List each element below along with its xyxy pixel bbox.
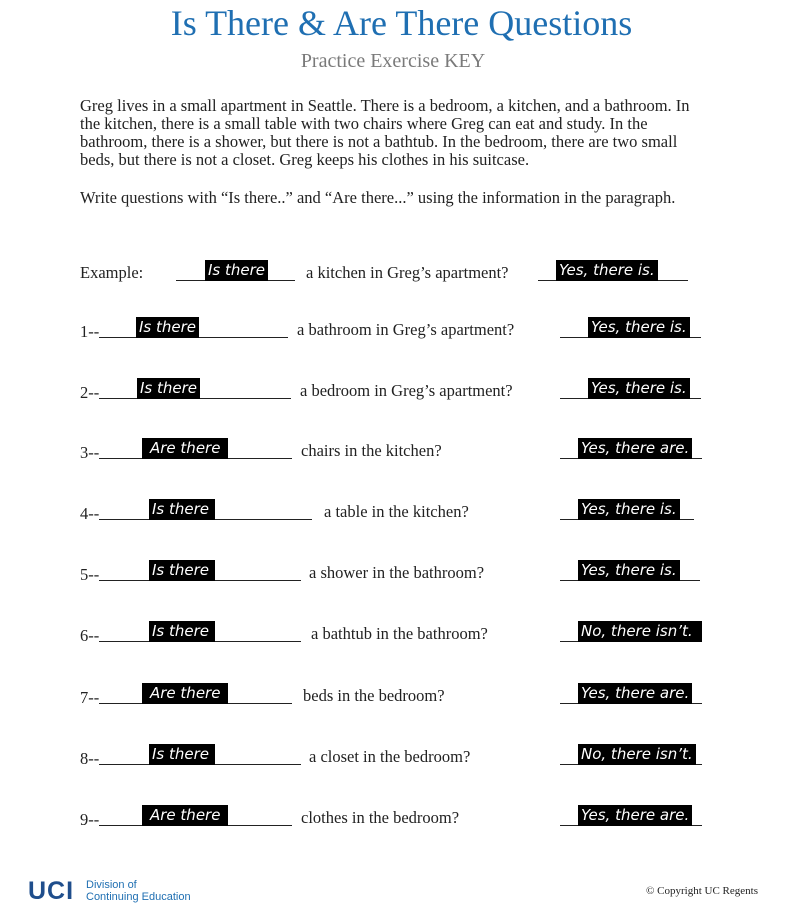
page-title: Is There & Are There Questions <box>170 3 633 43</box>
response-text: Yes, there is. <box>578 499 680 520</box>
exercise-row-9 <box>80 805 803 831</box>
response-text: Yes, there are. <box>578 683 692 704</box>
story-paragraph: Greg lives in a small apartment in Seattle. There is a bedroom, a kitchen, and a bathroom. In the kitchen, there is a small table with two chairs where Greg can eat and study. In the bathroom, there is a shower, but there is not a bathtub. In the bedroom, there are two small beds, but there is not a closet. Greg keeps his clothes in his suitcase. <box>80 96 690 169</box>
division-line-2: Continuing Education <box>86 891 191 903</box>
copyright-notice: © Copyright UC Regents <box>646 885 758 897</box>
question-text: a table in the kitchen? <box>324 502 469 521</box>
answer-text: Is there <box>137 378 200 399</box>
row-label: 7-- <box>80 688 100 707</box>
response-text: Yes, there is. <box>588 378 690 399</box>
answer-text: Is there <box>136 317 199 338</box>
question-text: clothes in the bedroom? <box>301 808 460 827</box>
exercise-row-4 <box>80 499 803 525</box>
exercise-row-8 <box>80 744 803 770</box>
response-text: Yes, there are. <box>578 805 692 826</box>
row-label: Example: <box>80 263 144 282</box>
question-text: a bedroom in Greg’s apartment? <box>300 381 513 400</box>
page-subtitle: Practice Exercise KEY <box>300 50 486 72</box>
exercise-row-7 <box>80 683 803 709</box>
question-text: a shower in the bathroom? <box>309 563 485 582</box>
instructions: Write questions with “Is there..” and “Are there...” using the information in the paragraph. <box>80 188 676 207</box>
exercise-row-6 <box>80 621 803 647</box>
answer-text: Are there <box>142 438 228 459</box>
question-text: a kitchen in Greg’s apartment? <box>306 263 509 282</box>
question-text: chairs in the kitchen? <box>301 441 442 460</box>
response-text: No, there isn’t. <box>578 621 702 642</box>
question-text: a bathtub in the bathroom? <box>311 624 488 643</box>
response-text: No, there isn’t. <box>578 744 696 765</box>
exercise-row-2 <box>80 378 803 404</box>
response-text: Yes, there are. <box>578 438 692 459</box>
question-text: a closet in the bedroom? <box>309 747 471 766</box>
row-label: 2-- <box>80 383 100 402</box>
row-label: 4-- <box>80 504 100 523</box>
response-text: Yes, there is. <box>578 560 680 581</box>
exercise-row-example <box>80 260 803 286</box>
uci-logo: UCI <box>28 877 75 905</box>
row-label: 5-- <box>80 565 100 584</box>
exercise-row-5 <box>80 560 803 586</box>
row-label: 8-- <box>80 749 100 768</box>
response-text: Yes, there is. <box>556 260 658 281</box>
answer-text: Is there <box>205 260 268 281</box>
response-text: Yes, there is. <box>588 317 690 338</box>
question-text: a bathroom in Greg’s apartment? <box>297 320 515 339</box>
answer-text: Are there <box>142 683 228 704</box>
row-label: 3-- <box>80 443 100 462</box>
answer-text: Is there <box>149 499 215 520</box>
division-label <box>86 879 191 903</box>
exercise-row-1 <box>80 317 803 343</box>
answer-text: Are there <box>142 805 228 826</box>
question-text: beds in the bedroom? <box>303 686 445 705</box>
row-label: 6-- <box>80 626 100 645</box>
row-label: 1-- <box>80 322 100 341</box>
answer-text: Is there <box>149 560 215 581</box>
division-line-1: Division of <box>86 879 137 891</box>
answer-text: Is there <box>149 744 215 765</box>
answer-text: Is there <box>149 621 215 642</box>
exercise-row-3 <box>80 438 803 464</box>
row-label: 9-- <box>80 810 100 829</box>
